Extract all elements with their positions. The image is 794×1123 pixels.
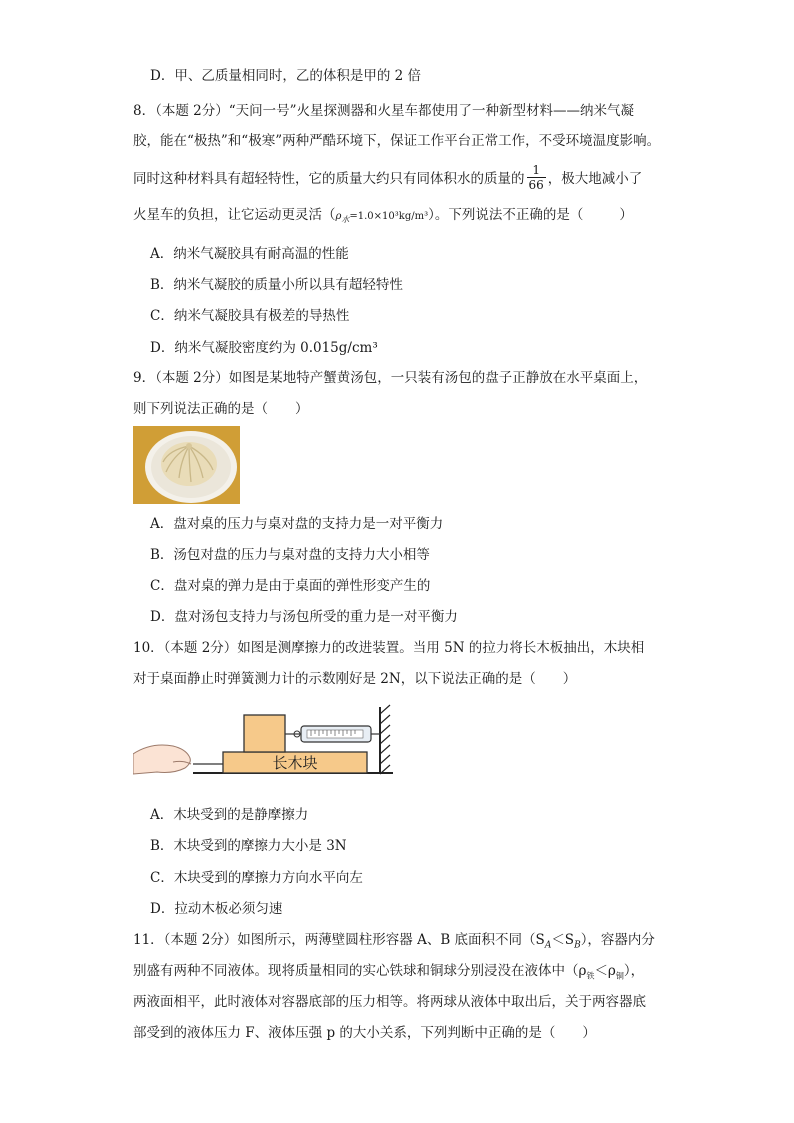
- q9-option-c: C．盘对桌的弹力是由于桌面的弹性形变产生的: [150, 578, 431, 594]
- q8-line3-pre: 同时这种材料具有超轻特性，它的质量大约只有同体积水的质量的: [133, 171, 525, 187]
- q11-line1-post: ），容器内分: [580, 932, 655, 948]
- rho-value: =1.0×10³kg/m³: [349, 211, 429, 222]
- q8-option-b: B．纳米气凝胶的质量小所以具有超轻特性: [150, 277, 403, 293]
- wooden-block: [244, 715, 285, 752]
- friction-apparatus-diagram: [133, 702, 398, 784]
- q11-line2-post: ），: [623, 963, 645, 979]
- q8-stem-line4: [133, 205, 633, 230]
- q9-option-d: D．盘对汤包支持力与汤包所受的重力是一对平衡力: [150, 609, 458, 625]
- q11-stem-line4: 部受到的液体压力 F、液体压强 p 的大小关系，下列判断中正确的是（ ）: [133, 1025, 596, 1041]
- q7-option-d: D．甲、乙质量相同时，乙的体积是甲的 2 倍: [150, 68, 421, 84]
- hand-icon: [133, 745, 190, 774]
- q10-option-c: C．木块受到的摩擦力方向水平向左: [150, 870, 363, 886]
- q11-line1-pre: 11．（本题 2分）如图所示，两薄壁圆柱形容器 A、B 底面积不同（S: [133, 932, 545, 948]
- fraction-numerator: 1: [532, 163, 540, 177]
- q9-option-b: B．汤包对盘的压力与桌对盘的支持力大小相等: [150, 547, 430, 563]
- q8-stem-line2: 胶，能在“极热”和“极寒”两种严酷环境下，保证工作平台正常工作，不受环境温度影响。: [133, 133, 661, 149]
- q8-option-c: C．纳米气凝胶具有极差的导热性: [150, 308, 350, 324]
- q11-line1-lt: ＜S: [551, 932, 575, 948]
- q10-option-d: D．拉动木板必须匀速: [150, 901, 283, 917]
- water-density-formula: [336, 211, 429, 222]
- subscript-b: B: [574, 940, 581, 951]
- q10-stem-line2: 对于桌面静止时弹簧测力计的示数刚好是 2N，以下说法正确的是（ ）: [133, 671, 577, 687]
- answer-paren-close: ）: [619, 207, 633, 223]
- q11-stem-line3: 两液面相平，此时液体对容器底部的压力相等。将两球从液体中取出后，关于两容器底: [133, 994, 646, 1010]
- q9-stem-line2: 则下列说法正确的是（ ）: [133, 401, 309, 417]
- subscript-copper: 铜: [615, 971, 624, 981]
- q8-stem-line3: [133, 165, 642, 194]
- q8-option-d: D．纳米气凝胶密度约为 0.015g/cm³: [150, 340, 378, 356]
- soup-dumpling-photo: [133, 426, 240, 504]
- wall-hatching: [380, 705, 390, 774]
- q9-stem-line1: 9．（本题 2分）如图是某地特产蟹黄汤包，一只装有汤包的盘子正静放在水平桌面上，: [133, 370, 648, 386]
- subscript-a: A: [544, 940, 552, 951]
- q10-option-a: A．木块受到的是静摩擦力: [150, 807, 309, 823]
- q8-line3-post: ，极大地减小了: [547, 171, 643, 187]
- rho-subscript: 水: [341, 215, 350, 224]
- q9-option-a: A．盘对桌的压力与桌对盘的支持力是一对平衡力: [150, 516, 444, 532]
- q8-line4-post: ）。下列说法不正确的是（: [428, 207, 584, 223]
- subscript-iron: 铁: [586, 971, 595, 981]
- board-label: 长木块: [272, 755, 318, 772]
- q8-line4-pre: 火星车的负担，让它运动更灵活（: [133, 207, 336, 223]
- rho-symbol: ρ: [335, 211, 342, 222]
- q8-option-a: A．纳米气凝胶具有耐高温的性能: [150, 246, 349, 262]
- fraction-1-66: [527, 163, 546, 192]
- fraction-denominator: 66: [528, 178, 544, 192]
- q11-stem-line1: [133, 930, 655, 956]
- q10-option-b: B．木块受到的摩擦力大小是 3N: [150, 838, 347, 854]
- q10-stem-line1: 10．（本题 2分）如图是测摩擦力的改进装置。当用 5N 的拉力将长木板抽出，木块相: [133, 640, 645, 656]
- q11-line2-pre: 别盛有两种不同液体。现将质量相同的实心铁球和铜球分别浸没在液体中（ρ: [133, 963, 587, 979]
- q11-stem-line2: [133, 961, 644, 987]
- q8-stem-line1: 8．（本题 2分）“天问一号”火星探测器和火星车都使用了一种新型材料——纳米气凝: [133, 103, 635, 119]
- q11-line2-mid: ＜ρ: [594, 963, 616, 979]
